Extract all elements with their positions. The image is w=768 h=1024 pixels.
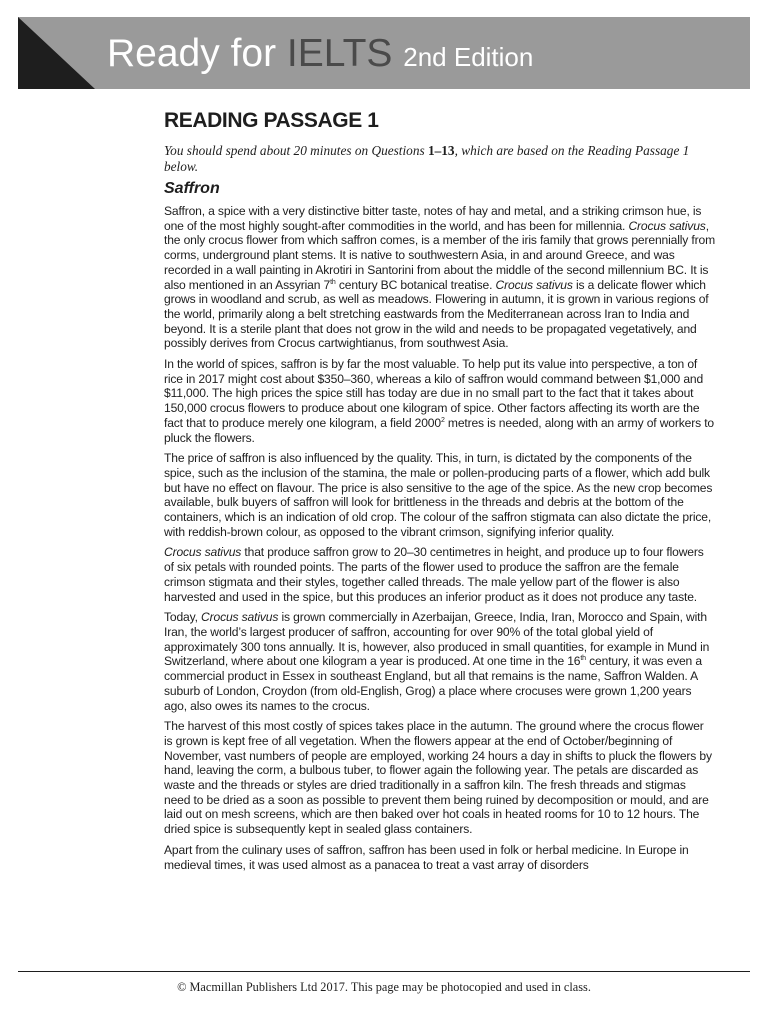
superscript: th — [580, 655, 586, 663]
paragraph-text: century, it was even a commercial product in Essex in southeast England, but all that remains is the name, Saffron Walden. A suburb of London, Croydon (from old-English, Grog) a place where crocuses were grown 1,200 years ago, also owes its names to the crocus. — [164, 654, 702, 713]
passage-instruction — [164, 143, 715, 175]
book-title-ready-for: Ready for — [107, 32, 287, 75]
paragraph-text: century BC botanical treatise. — [335, 277, 496, 292]
paragraph-text: Saffron, a spice with a very distinctive bitter taste, notes of hay and metal, and a striking crimson hue, is one of the most highly sought-after commodities in the world, and has been for millennia. — [164, 204, 702, 233]
paragraph-2 — [164, 357, 715, 445]
paragraph-4 — [164, 545, 715, 604]
article-title: Saffron — [164, 180, 220, 197]
paragraph-text: The harvest of this most costly of spices takes place in the autumn. The ground where the crocus flower is grown is kept free of all vegetation. When the flowers appear at the end of October/beginning of November, vast numbers of people are employed, working 24 hours a day in shifts to pluck the flowers by hand, leaving the corm, a bulbous tuber, to flower again the following year. The petals are discarded as waste and the threads or styles are dried traditionally in a saffron kiln. The fresh threads and stigmas need to be dried as a soon as possible to prevent them being ruined by decomposition or mould, and are laid out on mesh screens, which are then baked over hot coals in heated rooms for 10 to 12 hours. The dried spice is subsequently kept in sealed glass containers. — [164, 719, 712, 837]
superscript: 2 — [440, 416, 445, 424]
species-name: Crocus sativus — [201, 610, 279, 625]
paragraph-text: , the only crocus flower from which saffron comes, is a member of the iris family that grows perennially from corms, underground plant stems. It is native to southwestern Asia, in and around Greece, and was recorded in a wall painting in Akrotiri in Santorini from about the middle of the second millennium BC. It is also mentioned in an Assyrian 7 — [164, 218, 715, 292]
passage-content — [164, 108, 715, 878]
species-name: Crocus sativus — [164, 545, 242, 560]
passage-heading: READING PASSAGE 1 — [164, 109, 379, 132]
paragraph-5 — [164, 610, 715, 713]
paragraph-text: Today, — [164, 610, 202, 625]
paragraph-6 — [164, 719, 715, 837]
paragraph-text: metres is needed, along with an army of workers to pluck the flowers. — [164, 415, 714, 445]
book-title-ielts: IELTS — [286, 32, 393, 75]
instruction-question-range: 1–13 — [427, 143, 455, 158]
instruction-text-start: You should spend about 20 minutes on Questions — [164, 143, 428, 158]
superscript: th — [330, 278, 336, 286]
instruction-text-end: , which are based on the Reading Passage 1 below. — [164, 143, 690, 174]
paragraph-7 — [164, 843, 715, 872]
footer-copyright: © Macmillan Publishers Ltd 2017. This page may be photocopied and used in class. — [177, 980, 591, 994]
paragraph-3 — [164, 451, 715, 539]
paragraph-text: that produce saffron grow to 20–30 centimetres in height, and produce up to four flowers of six petals with rounded points. The parts of the flower used to produce the saffron are the female crimson stigmata and their styles, together called threads. The male yellow part of the flower is also harvested and used in the spice, but this produces an inferior product as it does not produce any taste. — [164, 545, 704, 604]
species-name: Crocus sativus — [495, 277, 573, 292]
article-body — [164, 204, 715, 872]
species-name: Crocus sativus — [628, 218, 706, 233]
paragraph-text: Apart from the culinary uses of saffron, saffron has been used in folk or herbal medicine. In Europe in medieval times, it was used almost as a panacea to treat a vast array of disorders — [164, 842, 689, 872]
paragraph-text: is grown commercially in Azerbaijan, Greece, India, Iran, Morocco and Spain, with Iran, the world’s largest producer of saffron, accounting for over 90% of the total global yield of approximately 300 tons annually. It is, however, also produced in small quantities, for example in Mund in Switzerland, where about one kilogram a year is produced. At one time in the 16 — [164, 610, 710, 669]
book-title-edition: 2nd Edition — [403, 42, 534, 72]
book-title — [107, 32, 533, 79]
paragraph-text: The price of saffron is also influenced by the quality. This, in turn, is dictated by the components of the spice, such as the inclusion of the stamina, the male or pollen-producing parts of a flower, which add bulk but have no effect on flavour. The price is also sensitive to the age of the spice. As the new crop becomes available, bulk buyers of saffron will look for brittleness in the threads and debris at the bottom of the containers, which is an indication of old crop. The colour of the saffron stigmata can also dictate the price, with reddish-brown colour, as opposed to the vibrant crimson, signifying inferior quality. — [164, 451, 713, 539]
paragraph-1 — [164, 204, 715, 351]
footer-rule — [18, 971, 750, 972]
header-corner-triangle — [18, 17, 95, 89]
paragraph-text: is a delicate flower which grows in woodland and scrub, as well as meadows. Flowering in autumn, it is grown in various regions of the world, primarily along a belt stretching eastwards from the Mediterranean across Iran to India and beyond. It is a sterile plant that does not grow in the wild and needs to be propagated vegetatively, and possibly derives from Crocus cartwightianus, from southwest Asia. — [164, 277, 709, 351]
paragraph-text: In the world of spices, saffron is by far the most valuable. To help put its value into perspective, a ton of rice in 2017 might cost about $350–360, whereas a kilo of saffron would command between $1,000 and $11,000. The high prices the spice still has today are due in no small part to the fact that it takes about 150,000 crocus flowers to produce about one kilogram of spice. Other factors affecting its worth are the fact that to produce merely one kilogram, a field 2000 — [164, 357, 704, 430]
